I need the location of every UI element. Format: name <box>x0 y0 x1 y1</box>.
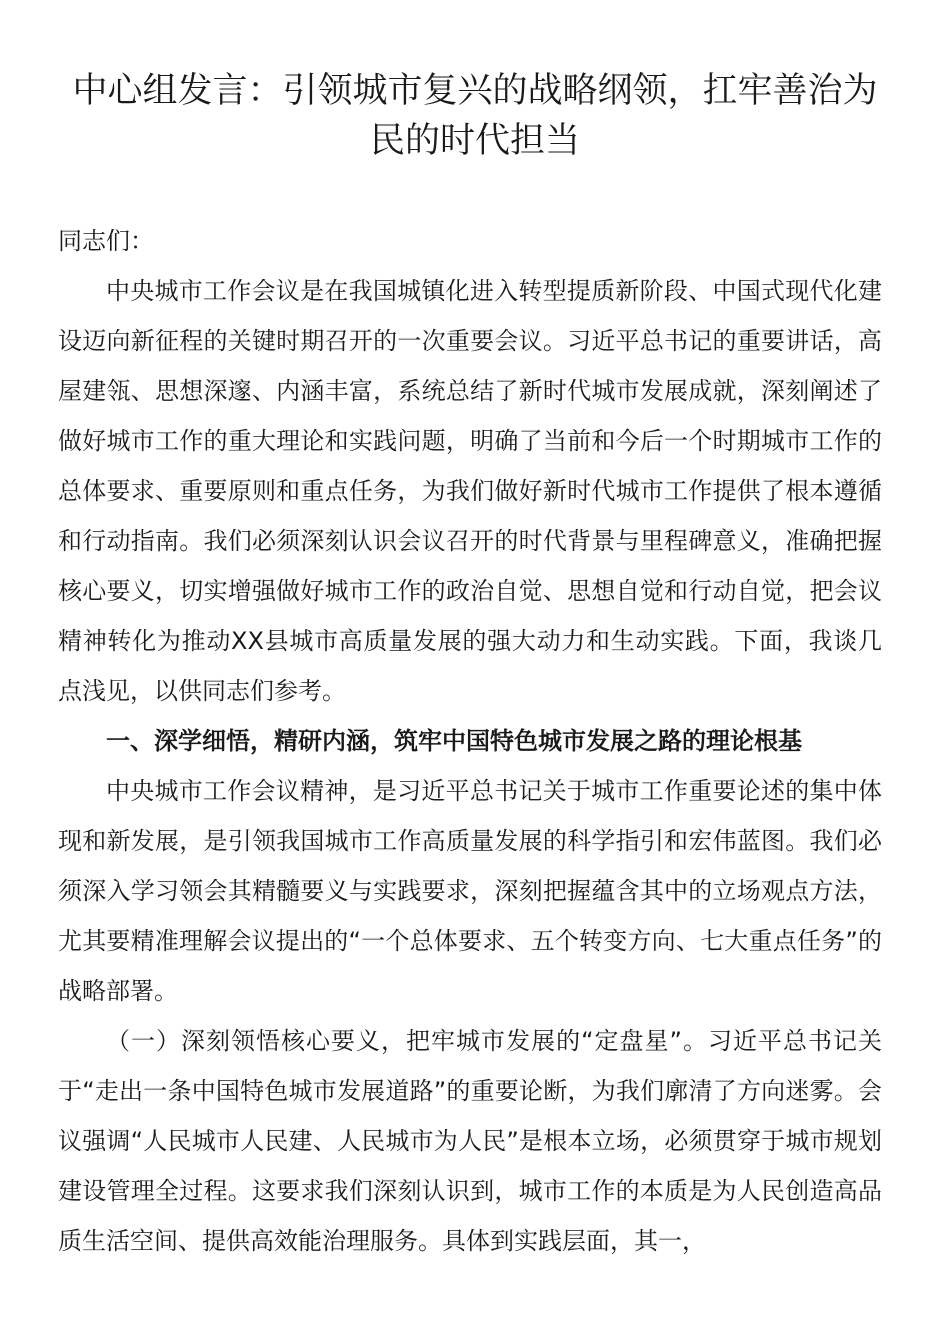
section-heading-1: 一、深学细悟，精研内涵，筑牢中国特色城市发展之路的理论根基 <box>106 727 802 755</box>
paragraph-subsection-1: （一）深刻领悟核心要义，把牢城市发展的“定盘星”。习近平总书记关于“走出一条中国特色城市发展道路”的重要论断，为我们廓清了方向迷雾。会议强调“人民城市人民建、人民城市为人民”是根本立场，必须贯穿于城市规划建设管理全过程。这要求我们深刻认识到，城市工作的本质是为人民创造高品质生活空间、提供高效能治理服务。具体到实践层面，其一， <box>58 1027 882 1255</box>
paragraph-intro: 中央城市工作会议是在我国城镇化进入转型提质新阶段、中国式现代化建设迈向新征程的关键时期召开的一次重要会议。习近平总书记的重要讲话，高屋建瓴、思想深邃、内涵丰富，系统总结了新时代城市发展成就，深刻阐述了做好城市工作的重大理论和实践问题，明确了当前和今后一个时期城市工作的总体要求、重要原则和重点任务，为我们做好新时代城市工作提供了根本遵循和行动指南。我们必须深刻认识会议召开的时代背景与里程碑意义，准确把握核心要义，切实增强做好城市工作的政治自觉、思想自觉和行动自觉，把会议精神转化为推动XX县城市高质量发展的强大动力和生动实践。下面，我谈几点浅见，以供同志们参考。 <box>58 277 882 705</box>
document-body <box>58 216 882 1266</box>
salutation: 同志们： <box>58 227 154 255</box>
document-title: 中心组发言：引领城市复兴的战略纲领，扛牢善治为民的时代担当 <box>72 71 878 161</box>
paragraph-section-1: 中央城市工作会议精神，是习近平总书记关于城市工作重要论述的集中体现和新发展，是引领我国城市工作高质量发展的科学指引和宏伟蓝图。我们必须深入学习领会其精髓要义与实践要求，深刻把握蕴含其中的立场观点方法，尤其要精准理解会议提出的“一个总体要求、五个转变方向、七大重点任务”的战略部署。 <box>58 777 882 1005</box>
